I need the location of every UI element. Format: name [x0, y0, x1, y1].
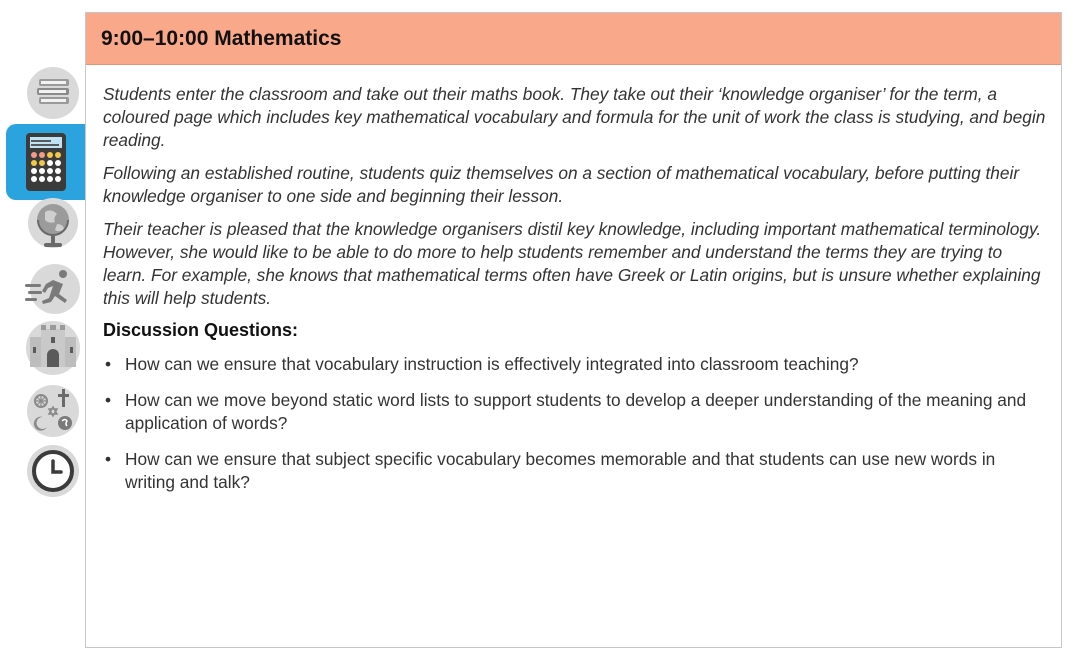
sidebar-item-geography[interactable]: [22, 196, 84, 258]
bullet-icon: •: [105, 354, 112, 374]
card-header: [86, 13, 1061, 65]
list-item: [103, 448, 1046, 494]
clock-icon: [26, 444, 80, 498]
scenario-paragraph: Students enter the classroom and take out their maths book. They take out their ‘knowledge organiser’ for the term, a coloured page which includes key mathematical vocabulary and formula for the unit of work the class is studying, and begin reading.: [103, 84, 1046, 150]
books-icon: [26, 66, 80, 120]
bullet-icon: •: [105, 449, 112, 469]
lesson-title: 9:00–10:00 Mathematics: [101, 26, 342, 50]
question-text: How can we move beyond static word lists to support students to develop a deeper understanding of the meaning and application of words?: [125, 390, 1027, 433]
sidebar-item-books[interactable]: [22, 62, 84, 124]
sidebar-item-mathematics[interactable]: [6, 124, 86, 200]
list-item: [103, 389, 1046, 435]
sidebar-item-history[interactable]: [22, 317, 84, 379]
scenario-paragraph: Following an established routine, students quiz themselves on a section of mathematical vocabulary, before putting their knowledge organiser to one side and beginning their lesson.: [103, 163, 1020, 206]
castle-icon: [24, 319, 82, 377]
running-icon: [23, 262, 83, 316]
discussion-questions-heading: Discussion Questions:: [103, 320, 299, 340]
question-text: How can we ensure that subject specific vocabulary becomes memorable and that students can use new words in writing and talk?: [125, 449, 996, 492]
discussion-questions-list: [103, 353, 1046, 494]
bullet-icon: •: [105, 390, 112, 410]
subject-sidebar: [0, 62, 90, 502]
sidebar-item-pe[interactable]: [22, 258, 84, 320]
globe-icon: [26, 196, 80, 258]
calculator-icon: [24, 131, 68, 193]
sidebar-item-re[interactable]: [22, 380, 84, 442]
scenario-paragraph: Their teacher is pleased that the knowledge organisers distil key knowledge, including important mathematical terminology. However, she would like to be able to do more to help students remember and understand the terms they are trying to learn. For example, she knows that mathematical terms often have Greek or Latin origins, but is unsure whether explaining this will help students.: [103, 219, 1042, 308]
card-body: [86, 65, 1061, 494]
list-item: [103, 353, 1046, 376]
case-study-card: [85, 12, 1062, 648]
sidebar-item-timetable[interactable]: [22, 440, 84, 502]
question-text: How can we ensure that vocabulary instruction is effectively integrated into classroom teaching?: [125, 354, 859, 374]
religion-symbols-icon: [25, 383, 81, 439]
